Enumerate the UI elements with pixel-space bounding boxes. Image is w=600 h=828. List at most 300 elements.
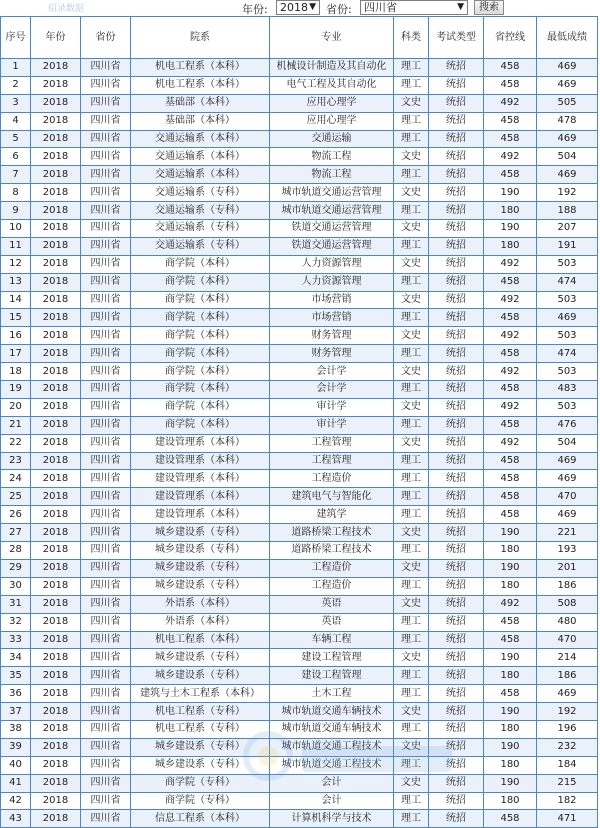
cell-major: 会计学 [270, 381, 394, 399]
cell-year: 2018 [31, 112, 81, 130]
cell-control-line: 492 [484, 363, 537, 381]
table-row [1, 631, 598, 649]
cell-year: 2018 [31, 703, 81, 721]
cell-category: 理工 [394, 112, 429, 130]
dropdown-arrow-icon: ▼ [309, 2, 316, 12]
cell-category: 理工 [394, 685, 429, 703]
cell-year: 2018 [31, 720, 81, 738]
cell-min-score: 182 [537, 792, 598, 810]
cell-department: 建设管理系（本科） [131, 452, 270, 470]
cell-year: 2018 [31, 255, 81, 273]
cell-year: 2018 [31, 148, 81, 166]
cell-year: 2018 [31, 291, 81, 309]
cell-min-score: 192 [537, 703, 598, 721]
table-row [1, 148, 598, 166]
year-select-value: 2018 [280, 1, 308, 14]
table-row [1, 774, 598, 792]
cell-index: 12 [1, 255, 31, 273]
search-button[interactable]: 搜索 [474, 0, 504, 15]
cell-department: 交通运输系（本科） [131, 148, 270, 166]
cell-year: 2018 [31, 488, 81, 506]
table-row [1, 416, 598, 434]
cell-min-score: 469 [537, 685, 598, 703]
cell-major: 机械设计制造及其自动化 [270, 59, 394, 77]
cell-major: 城市轨道交通车辆技术 [270, 703, 394, 721]
cell-department: 商学院（本科） [131, 363, 270, 381]
cell-index: 8 [1, 184, 31, 202]
cell-index: 29 [1, 559, 31, 577]
cell-control-line: 492 [484, 434, 537, 452]
cell-department: 交通运输系（本科） [131, 166, 270, 184]
header-year: 年份 [31, 17, 81, 59]
cell-province: 四川省 [81, 345, 131, 363]
cell-province: 四川省 [81, 703, 131, 721]
cell-control-line: 180 [484, 542, 537, 560]
cell-category: 文史 [394, 184, 429, 202]
cell-major: 财务管理 [270, 345, 394, 363]
header-control-line: 省控线 [484, 17, 537, 59]
cell-category: 理工 [394, 488, 429, 506]
table-row [1, 810, 598, 828]
cell-index: 13 [1, 273, 31, 291]
cell-department: 商学院（本科） [131, 327, 270, 345]
cell-department: 城乡建设系（专科） [131, 738, 270, 756]
table-row [1, 506, 598, 524]
cell-control-line: 190 [484, 559, 537, 577]
table-row [1, 649, 598, 667]
cell-exam-type: 统招 [429, 202, 484, 220]
cell-min-score: 503 [537, 255, 598, 273]
cell-major: 电气工程及其自动化 [270, 76, 394, 94]
cell-major: 土木工程 [270, 685, 394, 703]
cell-exam-type: 统招 [429, 774, 484, 792]
cell-control-line: 458 [484, 613, 537, 631]
cell-department: 城乡建设系（专科） [131, 524, 270, 542]
cell-exam-type: 统招 [429, 309, 484, 327]
cell-department: 商学院（本科） [131, 398, 270, 416]
cell-exam-type: 统招 [429, 470, 484, 488]
cell-control-line: 180 [484, 237, 537, 255]
cell-department: 城乡建设系（专科） [131, 577, 270, 595]
table-row [1, 595, 598, 613]
cell-control-line: 458 [484, 59, 537, 77]
cell-province: 四川省 [81, 810, 131, 828]
cell-index: 3 [1, 94, 31, 112]
cell-year: 2018 [31, 738, 81, 756]
cell-exam-type: 统招 [429, 488, 484, 506]
cell-control-line: 458 [484, 345, 537, 363]
cell-index: 18 [1, 363, 31, 381]
cell-major: 建设工程管理 [270, 649, 394, 667]
cell-major: 城市轨道交通工程技术 [270, 756, 394, 774]
cell-index: 30 [1, 577, 31, 595]
cell-exam-type: 统招 [429, 434, 484, 452]
table-row [1, 255, 598, 273]
cell-index: 24 [1, 470, 31, 488]
cell-province: 四川省 [81, 756, 131, 774]
cell-department: 建设管理系（本科） [131, 506, 270, 524]
cell-control-line: 492 [484, 291, 537, 309]
cell-year: 2018 [31, 792, 81, 810]
header-province: 省份 [81, 17, 131, 59]
cell-exam-type: 统招 [429, 738, 484, 756]
table-header-row [1, 17, 598, 59]
cell-exam-type: 统招 [429, 220, 484, 238]
cell-major: 财务管理 [270, 327, 394, 345]
cell-department: 机电工程系（本科） [131, 59, 270, 77]
cell-category: 理工 [394, 470, 429, 488]
cell-min-score: 469 [537, 506, 598, 524]
cell-department: 交通运输系（专科） [131, 184, 270, 202]
cell-exam-type: 统招 [429, 273, 484, 291]
cell-min-score: 201 [537, 559, 598, 577]
table-row [1, 327, 598, 345]
cell-year: 2018 [31, 649, 81, 667]
cell-control-line: 180 [484, 792, 537, 810]
cell-min-score: 470 [537, 488, 598, 506]
table-row [1, 130, 598, 148]
cell-department: 交通运输系（本科） [131, 130, 270, 148]
cell-index: 39 [1, 738, 31, 756]
cell-year: 2018 [31, 810, 81, 828]
cell-province: 四川省 [81, 631, 131, 649]
cell-major: 建筑电气与智能化 [270, 488, 394, 506]
cell-province: 四川省 [81, 452, 131, 470]
table-row [1, 703, 598, 721]
cell-control-line: 492 [484, 327, 537, 345]
cell-index: 23 [1, 452, 31, 470]
cell-major: 城市轨道交通车辆技术 [270, 720, 394, 738]
cell-min-score: 184 [537, 756, 598, 774]
cell-index: 31 [1, 595, 31, 613]
province-select-value: 四川省 [364, 1, 397, 14]
cell-index: 33 [1, 631, 31, 649]
cell-province: 四川省 [81, 273, 131, 291]
cell-department: 商学院（本科） [131, 255, 270, 273]
cell-year: 2018 [31, 381, 81, 399]
cell-exam-type: 统招 [429, 542, 484, 560]
cell-exam-type: 统招 [429, 184, 484, 202]
cell-category: 文史 [394, 595, 429, 613]
cell-department: 建筑与土木工程系（本科） [131, 685, 270, 703]
cell-major: 英语 [270, 613, 394, 631]
cell-index: 2 [1, 76, 31, 94]
cell-major: 英语 [270, 595, 394, 613]
cell-department: 城乡建设系（专科） [131, 649, 270, 667]
cell-year: 2018 [31, 398, 81, 416]
cell-major: 应用心理学 [270, 94, 394, 112]
cell-category: 文史 [394, 148, 429, 166]
cell-major: 会计 [270, 792, 394, 810]
cell-min-score: 469 [537, 130, 598, 148]
cell-exam-type: 统招 [429, 327, 484, 345]
table-row [1, 792, 598, 810]
cell-exam-type: 统招 [429, 363, 484, 381]
cell-year: 2018 [31, 76, 81, 94]
cell-exam-type: 统招 [429, 76, 484, 94]
cell-min-score: 192 [537, 184, 598, 202]
cell-exam-type: 统招 [429, 166, 484, 184]
cell-exam-type: 统招 [429, 345, 484, 363]
cell-control-line: 492 [484, 148, 537, 166]
cell-category: 文史 [394, 398, 429, 416]
cell-index: 41 [1, 774, 31, 792]
cell-category: 理工 [394, 130, 429, 148]
cell-category: 文史 [394, 255, 429, 273]
cell-category: 理工 [394, 577, 429, 595]
table-row [1, 452, 598, 470]
cell-category: 理工 [394, 667, 429, 685]
cell-department: 外语系（本科） [131, 595, 270, 613]
cell-department: 商学院（本科） [131, 309, 270, 327]
cell-category: 理工 [394, 381, 429, 399]
cell-category: 理工 [394, 452, 429, 470]
cell-control-line: 458 [484, 506, 537, 524]
cell-index: 38 [1, 720, 31, 738]
cell-province: 四川省 [81, 59, 131, 77]
cell-index: 15 [1, 309, 31, 327]
cell-index: 32 [1, 613, 31, 631]
cell-min-score: 471 [537, 810, 598, 828]
cell-year: 2018 [31, 434, 81, 452]
cell-category: 文史 [394, 363, 429, 381]
cell-department: 机电工程系（本科） [131, 631, 270, 649]
cell-year: 2018 [31, 506, 81, 524]
cell-major: 铁道交通运营管理 [270, 220, 394, 238]
cell-index: 11 [1, 237, 31, 255]
cell-min-score: 508 [537, 595, 598, 613]
cell-index: 19 [1, 381, 31, 399]
cell-department: 机电工程系（本科） [131, 76, 270, 94]
cell-year: 2018 [31, 130, 81, 148]
cell-department: 交通运输系（专科） [131, 220, 270, 238]
cell-min-score: 503 [537, 327, 598, 345]
cell-year: 2018 [31, 273, 81, 291]
cell-province: 四川省 [81, 327, 131, 345]
header-exam-type: 考试类型 [429, 17, 484, 59]
cell-control-line: 458 [484, 381, 537, 399]
cell-year: 2018 [31, 416, 81, 434]
cell-year: 2018 [31, 237, 81, 255]
cell-category: 理工 [394, 59, 429, 77]
cell-year: 2018 [31, 94, 81, 112]
cell-department: 商学院（本科） [131, 273, 270, 291]
cell-province: 四川省 [81, 220, 131, 238]
cell-department: 基础部（本科） [131, 94, 270, 112]
table-row [1, 720, 598, 738]
cell-major: 计算机科学与技术 [270, 810, 394, 828]
cell-control-line: 458 [484, 273, 537, 291]
cell-province: 四川省 [81, 76, 131, 94]
cell-department: 商学院（本科） [131, 345, 270, 363]
table-row [1, 76, 598, 94]
cell-exam-type: 统招 [429, 559, 484, 577]
cell-category: 文史 [394, 220, 429, 238]
cell-province: 四川省 [81, 130, 131, 148]
cell-exam-type: 统招 [429, 291, 484, 309]
cell-exam-type: 统招 [429, 667, 484, 685]
cell-major: 物流工程 [270, 166, 394, 184]
cell-province: 四川省 [81, 94, 131, 112]
cell-min-score: 474 [537, 345, 598, 363]
cell-index: 40 [1, 756, 31, 774]
cell-year: 2018 [31, 452, 81, 470]
cell-category: 理工 [394, 810, 429, 828]
year-select[interactable] [276, 0, 320, 15]
cell-department: 机电工程系（专科） [131, 720, 270, 738]
cell-province: 四川省 [81, 774, 131, 792]
results-table [0, 16, 598, 828]
table-row [1, 738, 598, 756]
cell-exam-type: 统招 [429, 112, 484, 130]
cell-control-line: 190 [484, 184, 537, 202]
cell-category: 理工 [394, 273, 429, 291]
cell-major: 工程造价 [270, 577, 394, 595]
cell-min-score: 469 [537, 166, 598, 184]
cell-index: 5 [1, 130, 31, 148]
cell-province: 四川省 [81, 595, 131, 613]
cell-control-line: 458 [484, 685, 537, 703]
cell-year: 2018 [31, 613, 81, 631]
cell-province: 四川省 [81, 470, 131, 488]
cell-department: 交通运输系（专科） [131, 202, 270, 220]
table-row [1, 667, 598, 685]
table-row [1, 756, 598, 774]
cell-control-line: 458 [484, 810, 537, 828]
cell-min-score: 469 [537, 76, 598, 94]
table-row [1, 220, 598, 238]
cell-department: 城乡建设系（专科） [131, 559, 270, 577]
table-row [1, 166, 598, 184]
cell-min-score: 232 [537, 738, 598, 756]
cell-exam-type: 统招 [429, 59, 484, 77]
table-row [1, 685, 598, 703]
cell-category: 理工 [394, 756, 429, 774]
faded-title: 招录数据 [48, 4, 85, 14]
cell-control-line: 458 [484, 166, 537, 184]
cell-index: 27 [1, 524, 31, 542]
cell-min-score: 469 [537, 452, 598, 470]
cell-major: 工程造价 [270, 470, 394, 488]
cell-index: 34 [1, 649, 31, 667]
cell-index: 16 [1, 327, 31, 345]
cell-province: 四川省 [81, 166, 131, 184]
cell-year: 2018 [31, 309, 81, 327]
cell-control-line: 458 [484, 416, 537, 434]
cell-min-score: 207 [537, 220, 598, 238]
cell-category: 文史 [394, 649, 429, 667]
cell-category: 文史 [394, 434, 429, 452]
cell-category: 文史 [394, 774, 429, 792]
table-row [1, 613, 598, 631]
table-row [1, 202, 598, 220]
cell-min-score: 191 [537, 237, 598, 255]
cell-exam-type: 统招 [429, 416, 484, 434]
cell-index: 1 [1, 59, 31, 77]
cell-index: 7 [1, 166, 31, 184]
cell-category: 文史 [394, 703, 429, 721]
cell-major: 车辆工程 [270, 631, 394, 649]
province-select[interactable] [360, 0, 468, 15]
cell-min-score: 480 [537, 613, 598, 631]
cell-year: 2018 [31, 559, 81, 577]
cell-control-line: 458 [484, 452, 537, 470]
cell-province: 四川省 [81, 416, 131, 434]
cell-index: 4 [1, 112, 31, 130]
table-row [1, 434, 598, 452]
year-label: 年份: [242, 3, 268, 16]
table-row [1, 488, 598, 506]
cell-control-line: 492 [484, 94, 537, 112]
cell-province: 四川省 [81, 685, 131, 703]
header-index: 序号 [1, 17, 31, 59]
cell-min-score: 503 [537, 291, 598, 309]
cell-major: 审计学 [270, 398, 394, 416]
cell-major: 城市轨道交通工程技术 [270, 738, 394, 756]
cell-province: 四川省 [81, 667, 131, 685]
cell-exam-type: 统招 [429, 685, 484, 703]
cell-category: 文史 [394, 524, 429, 542]
cell-min-score: 474 [537, 273, 598, 291]
cell-year: 2018 [31, 470, 81, 488]
table-body [1, 59, 598, 828]
cell-year: 2018 [31, 166, 81, 184]
cell-province: 四川省 [81, 237, 131, 255]
cell-min-score: 469 [537, 470, 598, 488]
cell-category: 理工 [394, 542, 429, 560]
cell-index: 6 [1, 148, 31, 166]
cell-index: 35 [1, 667, 31, 685]
cell-department: 商学院（专科） [131, 792, 270, 810]
cell-index: 17 [1, 345, 31, 363]
cell-category: 理工 [394, 345, 429, 363]
cell-min-score: 215 [537, 774, 598, 792]
cell-major: 人力资源管理 [270, 273, 394, 291]
cell-year: 2018 [31, 524, 81, 542]
cell-min-score: 469 [537, 59, 598, 77]
header-major: 专业 [270, 17, 394, 59]
cell-province: 四川省 [81, 381, 131, 399]
cell-control-line: 458 [484, 112, 537, 130]
cell-category: 理工 [394, 720, 429, 738]
cell-exam-type: 统招 [429, 381, 484, 399]
cell-year: 2018 [31, 685, 81, 703]
cell-department: 基础部（本科） [131, 112, 270, 130]
cell-department: 商学院（本科） [131, 291, 270, 309]
cell-control-line: 458 [484, 130, 537, 148]
table-row [1, 398, 598, 416]
cell-index: 36 [1, 685, 31, 703]
table-row [1, 184, 598, 202]
cell-control-line: 492 [484, 595, 537, 613]
cell-min-score: 483 [537, 381, 598, 399]
cell-province: 四川省 [81, 184, 131, 202]
cell-province: 四川省 [81, 613, 131, 631]
header-department: 院系 [131, 17, 270, 59]
table-row [1, 309, 598, 327]
cell-department: 建设管理系（本科） [131, 434, 270, 452]
cell-control-line: 190 [484, 649, 537, 667]
cell-exam-type: 统招 [429, 613, 484, 631]
cell-min-score: 469 [537, 309, 598, 327]
cell-category: 理工 [394, 613, 429, 631]
cell-department: 城乡建设系（专科） [131, 756, 270, 774]
cell-year: 2018 [31, 542, 81, 560]
cell-province: 四川省 [81, 202, 131, 220]
cell-category: 理工 [394, 416, 429, 434]
cell-province: 四川省 [81, 542, 131, 560]
cell-min-score: 186 [537, 667, 598, 685]
